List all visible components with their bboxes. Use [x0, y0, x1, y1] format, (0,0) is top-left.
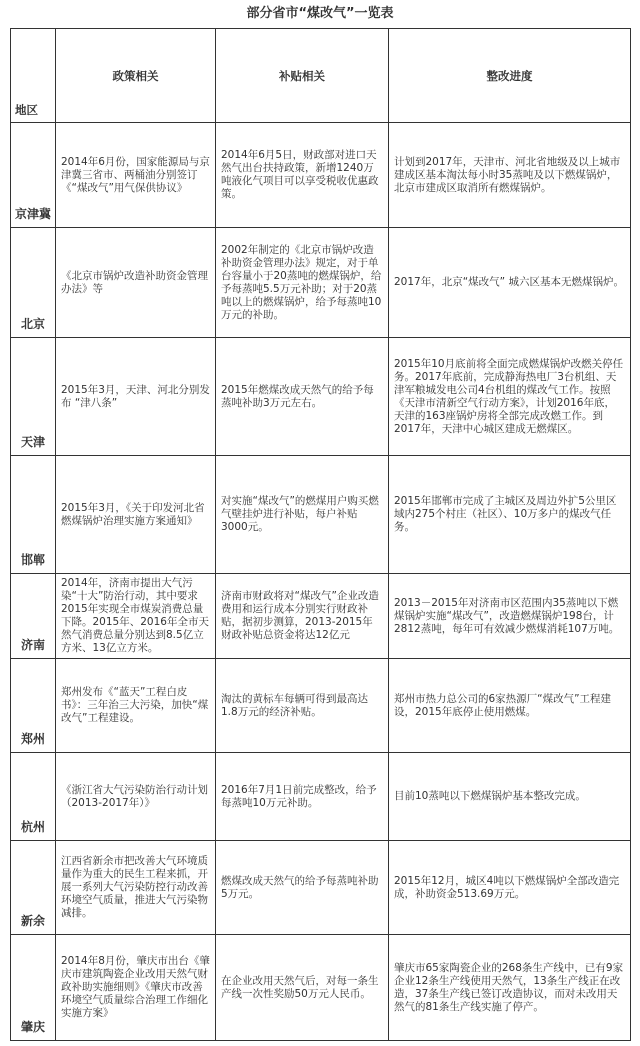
region-cell: 肇庆 [11, 935, 56, 1041]
table-row [11, 574, 631, 659]
subsidy-cell: 燃煤改成天然气的给予每蒸吨补助5万元。 [216, 841, 389, 935]
header-progress: 整改进度 [389, 29, 631, 123]
region-cell: 新余 [11, 841, 56, 935]
subsidy-cell: 在企业改用天然气后，对每一条生产线一次性奖励50万元人民币。 [216, 935, 389, 1041]
region-cell: 郑州 [11, 659, 56, 753]
policy-cell: 2014年8月份，肇庆市出台《肇庆市建筑陶瓷企业改用天然气财政补助实施细则》《肇庆市改善环境空气质量综合治理工作细化实施方案》 [56, 935, 216, 1041]
subsidy-cell: 2015年燃煤改成天然气的给予每蒸吨补助3万元左右。 [216, 338, 389, 456]
subsidy-cell: 对实施“煤改气”的燃煤用户购买燃气壁挂炉进行补贴，每户补贴3000元。 [216, 456, 389, 574]
region-cell: 北京 [11, 228, 56, 338]
policy-cell: 2014年6月份，国家能源局与京津冀三省市、两桶油分别签订《“煤改气”用气保供协议》 [56, 123, 216, 228]
policy-cell: 江西省新余市把改善大气环境质量作为重大的民生工程来抓，开展一系列大气污染防控行动改善环境空气质量，推进大气污染物减排。 [56, 841, 216, 935]
table-row [11, 228, 631, 338]
table-row [11, 659, 631, 753]
policy-cell: 2014年，济南市提出大气污染“十大”防治行动，其中要求2015年实现全市煤炭消费总量下降。2015年、2016年全市天然气消费总量分别达到8.5亿立方米、13亿立方米。 [56, 574, 216, 659]
policy-cell: 《浙江省大气污染防治行动计划（2013-2017年）》 [56, 753, 216, 841]
progress-cell: 郑州市热力总公司的6家热源厂“煤改气”工程建设，2015年底停止使用燃煤。 [389, 659, 631, 753]
header-policy: 政策相关 [56, 29, 216, 123]
subsidy-cell: 2002年制定的《北京市锅炉改造补助资金管理办法》规定，对于单台容量小于20蒸吨的燃煤锅炉，给予每蒸吨5.5万元补助；对于20蒸吨以上的燃煤锅炉，给予每蒸吨10万元的补助。 [216, 228, 389, 338]
progress-cell: 2015年邯郸市完成了主城区及周边外扩5公里区域内275个村庄（社区）、10万多户的煤改气任务。 [389, 456, 631, 574]
region-cell: 邯郸 [11, 456, 56, 574]
header-row [11, 29, 631, 123]
progress-cell: 2015年10月底前将全面完成燃煤锅炉改燃关停任务。2017年底前，完成静海热电厂3台机组、天津军粮城发电公司4台机组的煤改气工作。按照《天津市清新空气行动方案》，计划2016年底，天津的163座锅炉房将全部完成改燃工作。到2017年，天津中心城区建成无燃煤区。 [389, 338, 631, 456]
policy-cell: 《北京市锅炉改造补助资金管理办法》等 [56, 228, 216, 338]
table-title: 部分省市“煤改气”一览表 [246, 6, 394, 21]
subsidy-cell: 淘汰的黄标车每辆可得到最高达1.8万元的经济补贴。 [216, 659, 389, 753]
table-row [11, 935, 631, 1041]
table-row [11, 338, 631, 456]
region-cell: 济南 [11, 574, 56, 659]
region-cell: 天津 [11, 338, 56, 456]
coal-to-gas-table [10, 28, 631, 1041]
progress-cell: 计划到2017年，天津市、河北省地级及以上城市建成区基本淘汰每小时35蒸吨及以下燃煤锅炉，北京市建成区取消所有燃煤锅炉。 [389, 123, 631, 228]
table-row [11, 841, 631, 935]
header-region: 地区 [11, 29, 56, 123]
policy-cell: 郑州发布《“蓝天”工程白皮书》：三年治三大污染，加快“煤改气”工程建设。 [56, 659, 216, 753]
subsidy-cell: 济南市财政将对“煤改气”企业改造费用和运行成本分别实行财政补贴，据初步测算，2013-2015年财政补贴总资金将达12亿元 [216, 574, 389, 659]
policy-cell: 2015年3月，天津、河北分别发布 “津八条” [56, 338, 216, 456]
region-cell: 京津冀 [11, 123, 56, 228]
progress-cell: 肇庆市65家陶瓷企业的268条生产线中，已有9家企业12条生产线使用天然气，13条生产线正在改造，37条生产线已签订改造协议，而对未改用天然气的81条生产线实施了停产。 [389, 935, 631, 1041]
subsidy-cell: 2014年6月5日，财政部对进口天然气出台扶持政策，新增1240万吨液化气项目可以享受税收优惠政策。 [216, 123, 389, 228]
policy-cell: 2015年3月，《关于印发河北省燃煤锅炉治理实施方案通知》 [56, 456, 216, 574]
progress-cell: 目前10蒸吨以下燃煤锅炉基本整改完成。 [389, 753, 631, 841]
progress-cell: 2015年12月，城区4吨以下燃煤锅炉全部改造完成，补助资金513.69万元。 [389, 841, 631, 935]
subsidy-cell: 2016年7月1日前完成整改，给予每蒸吨10万元补助。 [216, 753, 389, 841]
table-row [11, 753, 631, 841]
header-subsidy: 补贴相关 [216, 29, 389, 123]
progress-cell: 2017年，北京“煤改气” 城六区基本无燃煤锅炉。 [389, 228, 631, 338]
table-row [11, 456, 631, 574]
progress-cell: 2013－2015年对济南市区范围内35蒸吨以下燃煤锅炉实施“煤改气”，改造燃煤锅炉198台，计2812蒸吨，每年可有效减少燃煤消耗107万吨。 [389, 574, 631, 659]
table-row [11, 123, 631, 228]
region-cell: 杭州 [11, 753, 56, 841]
